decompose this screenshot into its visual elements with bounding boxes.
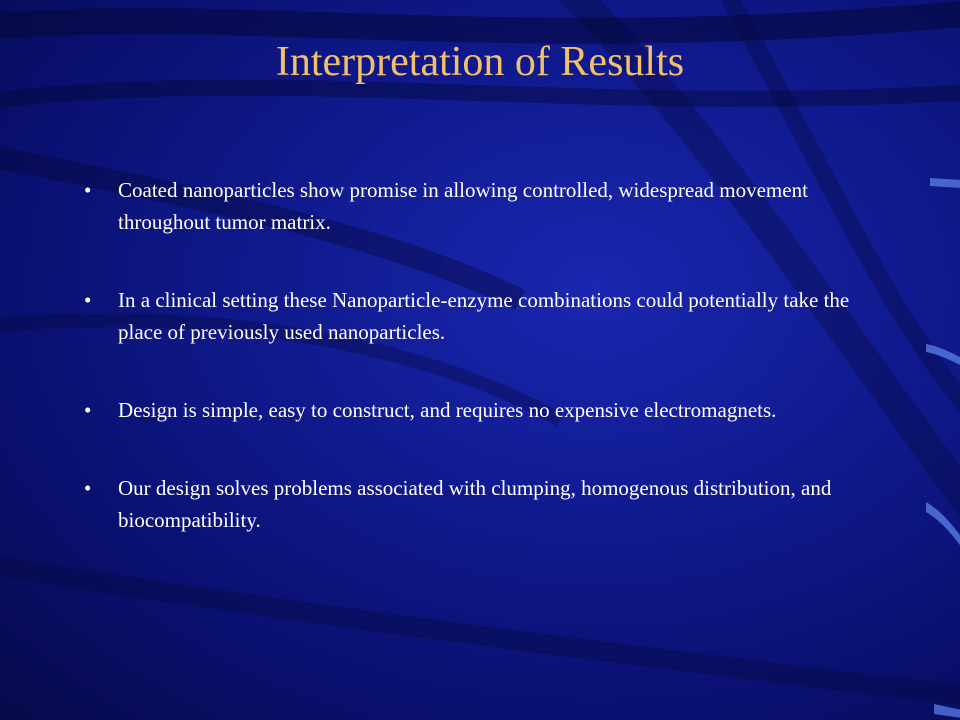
- accent-streak: [930, 178, 960, 188]
- bullet-icon: •: [84, 398, 92, 422]
- bullet-text: In a clinical setting these Nanoparticle-enzyme combinations could potentially take the place of previously used nanoparticles.: [118, 288, 850, 344]
- bullet-text: Our design solves problems associated with clumping, homogenous distribution, and biocompatibility.: [118, 476, 832, 532]
- bullet-icon: •: [84, 178, 92, 202]
- bullet-list: [84, 174, 874, 582]
- bullet-icon: •: [84, 288, 92, 312]
- bullet-icon: •: [84, 476, 92, 500]
- bullet-item: [84, 472, 874, 536]
- bullet-item: [84, 284, 874, 348]
- background-arc: [0, 10, 960, 31]
- accent-streak: [934, 704, 960, 718]
- slide-title: Interpretation of Results: [275, 39, 685, 85]
- background-arc: [0, 88, 960, 105]
- bullet-text: Coated nanoparticles show promise in allowing controlled, widespread movement throughout tumor matrix.: [118, 178, 808, 234]
- bullet-item: [84, 174, 874, 238]
- bullet-text: Design is simple, easy to construct, and requires no expensive electromagnets.: [118, 398, 777, 422]
- bullet-item: [84, 394, 874, 426]
